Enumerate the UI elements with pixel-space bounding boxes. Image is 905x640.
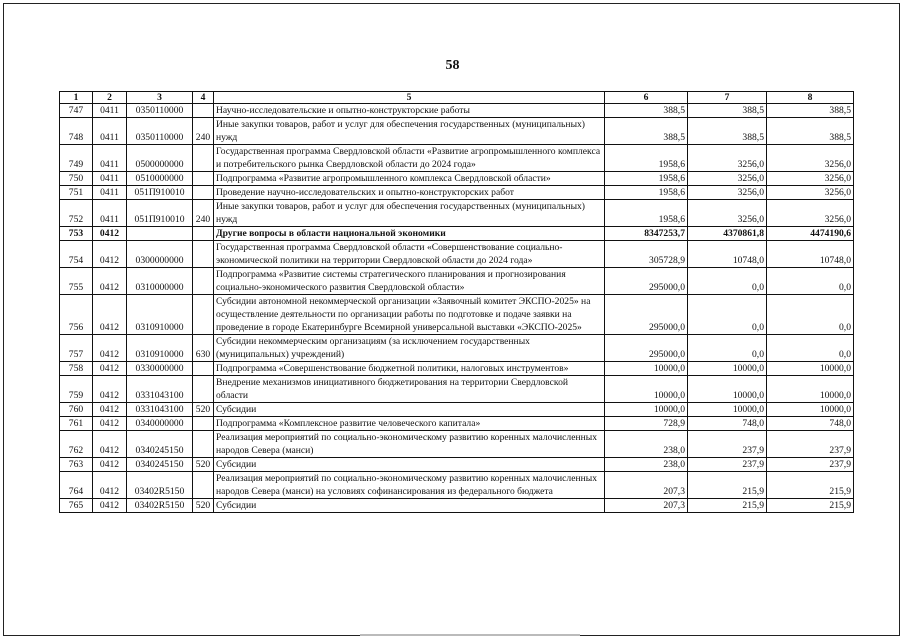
target-code-cell: 0350110000 — [127, 118, 193, 145]
target-code-cell: 0300000000 — [127, 241, 193, 268]
amount-cell: 3256,0 — [767, 200, 854, 227]
table-row — [60, 118, 854, 145]
amount-cell: 295000,0 — [605, 295, 688, 335]
amount-cell: 215,9 — [688, 472, 767, 499]
expense-type-cell — [193, 362, 214, 376]
table-row — [60, 431, 854, 458]
item-name-cell: Внедрение механизмов инициативного бюджетирования на территории Свердловской области — [214, 376, 605, 403]
item-name-cell: Государственная программа Свердловской области «Развитие агропромышленного комплекса и потребительского рынка Свердловской области до 2024 года» — [214, 145, 605, 172]
amount-cell: 10000,0 — [605, 403, 688, 417]
table-row — [60, 362, 854, 376]
amount-cell: 207,3 — [605, 472, 688, 499]
amount-cell: 237,9 — [688, 431, 767, 458]
expense-type-cell — [193, 376, 214, 403]
amount-cell: 388,5 — [688, 118, 767, 145]
amount-cell: 388,5 — [605, 118, 688, 145]
item-name-cell: Субсидии — [214, 403, 605, 417]
expense-type-cell — [193, 145, 214, 172]
target-code-cell: 03402R5150 — [127, 499, 193, 513]
section-code-cell: 0412 — [93, 472, 127, 499]
target-code-cell: 051П910010 — [127, 200, 193, 227]
target-code-cell: 03402R5150 — [127, 472, 193, 499]
item-name-cell: Научно-исследовательские и опытно-конструкторские работы — [214, 104, 605, 118]
header-cell: 5 — [214, 92, 605, 104]
item-name-cell: Иные закупки товаров, работ и услуг для обеспечения государственных (муниципальных) нужд — [214, 200, 605, 227]
item-name-cell: Другие вопросы в области национальной экономики — [214, 227, 605, 241]
amount-cell: 238,0 — [605, 458, 688, 472]
table-row — [60, 458, 854, 472]
section-code-cell: 0412 — [93, 499, 127, 513]
amount-cell: 3256,0 — [688, 145, 767, 172]
item-name-cell: Подпрограмма «Развитие системы стратегического планирования и прогнозирования социально-экономического развития Свердловской области» — [214, 268, 605, 295]
table-row — [60, 227, 854, 241]
amount-cell: 388,5 — [688, 104, 767, 118]
amount-cell: 0,0 — [688, 268, 767, 295]
expense-type-cell: 520 — [193, 403, 214, 417]
table-row — [60, 104, 854, 118]
amount-cell: 10748,0 — [767, 241, 854, 268]
item-name-cell: Реализация мероприятий по социально-экономическому развитию коренных малочисленных народов Севера (манси) — [214, 431, 605, 458]
target-code-cell: 0310000000 — [127, 268, 193, 295]
section-code-cell: 0412 — [93, 403, 127, 417]
expense-type-cell — [193, 241, 214, 268]
section-code-cell: 0411 — [93, 200, 127, 227]
table-body — [60, 104, 854, 513]
amount-cell: 215,9 — [688, 499, 767, 513]
amount-cell: 10000,0 — [767, 376, 854, 403]
amount-cell: 10000,0 — [688, 403, 767, 417]
table-row — [60, 186, 854, 200]
item-name-cell: Подпрограмма «Совершенствование бюджетной политики, налоговых инструментов» — [214, 362, 605, 376]
amount-cell: 10000,0 — [605, 362, 688, 376]
row-number-cell: 758 — [60, 362, 93, 376]
row-number-cell: 759 — [60, 376, 93, 403]
table-row — [60, 335, 854, 362]
amount-cell: 3256,0 — [767, 186, 854, 200]
scan-edge — [360, 634, 580, 636]
section-code-cell: 0411 — [93, 145, 127, 172]
table-row — [60, 376, 854, 403]
amount-cell: 207,3 — [605, 499, 688, 513]
row-number-cell: 752 — [60, 200, 93, 227]
header-row — [60, 92, 854, 104]
target-code-cell: 0331043100 — [127, 376, 193, 403]
amount-cell: 295000,0 — [605, 268, 688, 295]
amount-cell: 748,0 — [688, 417, 767, 431]
amount-cell: 1958,6 — [605, 172, 688, 186]
row-number-cell: 753 — [60, 227, 93, 241]
amount-cell: 388,5 — [605, 104, 688, 118]
row-number-cell: 750 — [60, 172, 93, 186]
expense-type-cell — [193, 104, 214, 118]
expense-type-cell — [193, 417, 214, 431]
item-name-cell: Подпрограмма «Развитие агропромышленного комплекса Свердловской области» — [214, 172, 605, 186]
page-number: 58 — [445, 58, 460, 73]
row-number-cell: 749 — [60, 145, 93, 172]
table-row — [60, 417, 854, 431]
table-row — [60, 295, 854, 335]
amount-cell: 1958,6 — [605, 145, 688, 172]
section-code-cell: 0412 — [93, 335, 127, 362]
expense-type-cell — [193, 227, 214, 241]
header-cell: 6 — [605, 92, 688, 104]
section-code-cell: 0412 — [93, 241, 127, 268]
amount-cell: 0,0 — [767, 268, 854, 295]
table-row — [60, 200, 854, 227]
amount-cell: 10000,0 — [767, 362, 854, 376]
target-code-cell: 0340245150 — [127, 431, 193, 458]
expense-type-cell: 240 — [193, 200, 214, 227]
table-row — [60, 172, 854, 186]
amount-cell: 215,9 — [767, 499, 854, 513]
row-number-cell: 757 — [60, 335, 93, 362]
section-code-cell: 0412 — [93, 458, 127, 472]
section-code-cell: 0412 — [93, 268, 127, 295]
amount-cell: 305728,9 — [605, 241, 688, 268]
row-number-cell: 763 — [60, 458, 93, 472]
target-code-cell: 051П910010 — [127, 186, 193, 200]
item-name-cell: Государственная программа Свердловской области «Совершенствование социально-экономической политики на территории Свердловской области до 2024 года» — [214, 241, 605, 268]
amount-cell: 10000,0 — [688, 362, 767, 376]
section-code-cell: 0411 — [93, 118, 127, 145]
amount-cell: 215,9 — [767, 472, 854, 499]
row-number-cell: 761 — [60, 417, 93, 431]
item-name-cell: Субсидии — [214, 499, 605, 513]
row-number-cell: 755 — [60, 268, 93, 295]
header-cell: 3 — [127, 92, 193, 104]
row-number-cell: 760 — [60, 403, 93, 417]
amount-cell: 237,9 — [767, 431, 854, 458]
amount-cell: 10000,0 — [767, 403, 854, 417]
target-code-cell: 0330000000 — [127, 362, 193, 376]
target-code-cell: 0340245150 — [127, 458, 193, 472]
expense-type-cell: 520 — [193, 499, 214, 513]
item-name-cell: Подпрограмма «Комплексное развитие человеческого капитала» — [214, 417, 605, 431]
item-name-cell: Проведение научно-исследовательских и опытно-конструкторских работ — [214, 186, 605, 200]
amount-cell: 728,9 — [605, 417, 688, 431]
table-row — [60, 268, 854, 295]
expense-type-cell — [193, 431, 214, 458]
amount-cell: 238,0 — [605, 431, 688, 458]
amount-cell: 295000,0 — [605, 335, 688, 362]
amount-cell: 388,5 — [767, 118, 854, 145]
expense-type-cell — [193, 295, 214, 335]
target-code-cell: 0340000000 — [127, 417, 193, 431]
header-cell: 1 — [60, 92, 93, 104]
section-code-cell: 0412 — [93, 227, 127, 241]
section-code-cell: 0412 — [93, 431, 127, 458]
table-row — [60, 499, 854, 513]
row-number-cell: 765 — [60, 499, 93, 513]
header-cell: 7 — [688, 92, 767, 104]
section-code-cell: 0411 — [93, 172, 127, 186]
header-cell: 2 — [93, 92, 127, 104]
row-number-cell: 748 — [60, 118, 93, 145]
table-row — [60, 241, 854, 268]
table-row — [60, 145, 854, 172]
row-number-cell: 764 — [60, 472, 93, 499]
section-code-cell: 0412 — [93, 362, 127, 376]
section-code-cell: 0412 — [93, 417, 127, 431]
budget-table — [59, 91, 854, 513]
target-code-cell: 0500000000 — [127, 145, 193, 172]
amount-cell: 8347253,7 — [605, 227, 688, 241]
row-number-cell: 762 — [60, 431, 93, 458]
expense-type-cell — [193, 268, 214, 295]
amount-cell: 3256,0 — [767, 172, 854, 186]
section-code-cell: 0412 — [93, 295, 127, 335]
header-cell: 8 — [767, 92, 854, 104]
item-name-cell: Субсидии — [214, 458, 605, 472]
amount-cell: 1958,6 — [605, 200, 688, 227]
expense-type-cell — [193, 472, 214, 499]
expense-type-cell — [193, 186, 214, 200]
section-code-cell: 0412 — [93, 376, 127, 403]
target-code-cell: 0350110000 — [127, 104, 193, 118]
amount-cell: 3256,0 — [688, 200, 767, 227]
amount-cell: 4370861,8 — [688, 227, 767, 241]
expense-type-cell: 240 — [193, 118, 214, 145]
item-name-cell: Иные закупки товаров, работ и услуг для обеспечения государственных (муниципальных) нужд — [214, 118, 605, 145]
amount-cell: 10000,0 — [605, 376, 688, 403]
amount-cell: 237,9 — [767, 458, 854, 472]
expense-type-cell: 630 — [193, 335, 214, 362]
amount-cell: 4474190,6 — [767, 227, 854, 241]
section-code-cell: 0411 — [93, 186, 127, 200]
amount-cell: 0,0 — [688, 295, 767, 335]
row-number-cell: 756 — [60, 295, 93, 335]
amount-cell: 3256,0 — [688, 172, 767, 186]
row-number-cell: 747 — [60, 104, 93, 118]
table-row — [60, 403, 854, 417]
row-number-cell: 754 — [60, 241, 93, 268]
target-code-cell — [127, 227, 193, 241]
amount-cell: 237,9 — [688, 458, 767, 472]
amount-cell: 1958,6 — [605, 186, 688, 200]
header-cell: 4 — [193, 92, 214, 104]
expense-type-cell: 520 — [193, 458, 214, 472]
amount-cell: 388,5 — [767, 104, 854, 118]
item-name-cell: Субсидии автономной некоммерческой организации «Заявочный комитет ЭКСПО-2025» на осуществление деятельности по организации работы по подготовке и подаче заявки на проведение в городе Екатеринбурге Всемирной универсальной выставки «ЭКСПО-2025» — [214, 295, 605, 335]
amount-cell: 3256,0 — [767, 145, 854, 172]
target-code-cell: 0310910000 — [127, 295, 193, 335]
amount-cell: 0,0 — [688, 335, 767, 362]
amount-cell: 10000,0 — [688, 376, 767, 403]
amount-cell: 0,0 — [767, 335, 854, 362]
amount-cell: 10748,0 — [688, 241, 767, 268]
target-code-cell: 0510000000 — [127, 172, 193, 186]
item-name-cell: Субсидии некоммерческим организациям (за исключением государственных (муниципальных) учреждений) — [214, 335, 605, 362]
expense-type-cell — [193, 172, 214, 186]
target-code-cell: 0331043100 — [127, 403, 193, 417]
section-code-cell: 0411 — [93, 104, 127, 118]
row-number-cell: 751 — [60, 186, 93, 200]
amount-cell: 3256,0 — [688, 186, 767, 200]
table-row — [60, 472, 854, 499]
item-name-cell: Реализация мероприятий по социально-экономическому развитию коренных малочисленных народов Севера (манси) на условиях софинансирования из федерального бюджета — [214, 472, 605, 499]
amount-cell: 748,0 — [767, 417, 854, 431]
target-code-cell: 0310910000 — [127, 335, 193, 362]
amount-cell: 0,0 — [767, 295, 854, 335]
